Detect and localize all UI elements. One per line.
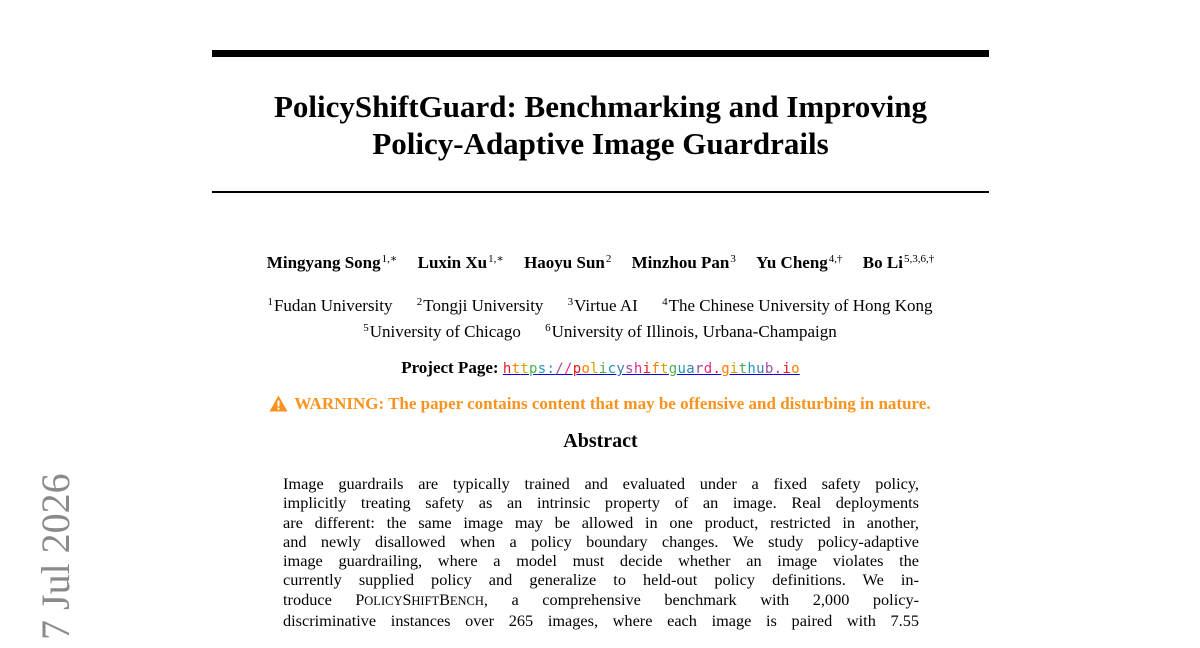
affiliation-3 [568, 291, 638, 317]
title-bottom-rule [212, 191, 989, 193]
affiliation-name: Virtue AI [574, 296, 638, 315]
affiliation-number: 4 [662, 296, 668, 308]
affiliation-1 [267, 291, 392, 317]
author-6 [863, 247, 934, 275]
author-list [212, 247, 989, 275]
affiliation-2 [417, 291, 544, 317]
affiliation-name: Fudan University [273, 296, 393, 315]
affiliation-list [150, 291, 1050, 343]
benchmark-name: POLICYSHIFTBENCH [355, 591, 484, 609]
abstract-body [283, 474, 919, 630]
author-name: Haoyu Sun [524, 253, 605, 272]
author-superscript: 1,∗ [381, 253, 398, 265]
affiliation-4 [662, 291, 932, 317]
content-warning [150, 392, 1050, 419]
author-superscript: 2 [605, 253, 612, 265]
abstract-line: Image guardrails are typically trained and evaluated under a fixed safety policy, [283, 474, 919, 493]
abstract-text: troduce [283, 589, 356, 609]
author-superscript: 4,† [828, 253, 843, 265]
title-line-2: Policy-Adaptive Image Guardrails [372, 126, 829, 161]
author-name: Bo Li [862, 253, 903, 272]
abstract-line: and newly disallowed when a policy boundary changes. We study policy-adaptive [283, 531, 919, 551]
author-4 [632, 247, 736, 275]
paper-title [212, 88, 989, 162]
affiliation-name: Tongji University [423, 296, 544, 315]
warning-triangle-icon [269, 395, 288, 419]
author-3 [524, 247, 611, 275]
arxiv-date-stamp: 7 Jul 2026 [33, 473, 78, 640]
author-superscript: 5,3,6,† [903, 253, 935, 265]
author-name: Minzhou Pan [631, 253, 730, 272]
project-page [212, 356, 989, 381]
author-superscript: 1,∗ [488, 253, 504, 265]
affiliation-number: 2 [416, 296, 423, 308]
affiliation-name: The Chinese University of Hong Kong [668, 296, 933, 315]
affiliation-6 [545, 317, 837, 343]
affiliation-number: 6 [545, 322, 551, 334]
author-name: Yu Cheng [756, 253, 828, 272]
abstract-line [283, 590, 919, 611]
affiliation-line-1 [150, 291, 1050, 317]
abstract-line: are different: the same image may be allowed in one product, restricted in another, [283, 512, 919, 532]
abstract-line: implicitly treating safety as an intrinsic property of an image. Real deployments [283, 493, 919, 513]
affiliation-number: 1 [267, 296, 273, 308]
affiliation-number: 5 [363, 322, 369, 334]
author-5 [756, 247, 842, 275]
affiliation-name: University of Chicago [369, 322, 521, 341]
author-name: Luxin Xu [417, 253, 488, 272]
abstract-line: discriminative instances over 265 images, where each image is paired with 7.55 [283, 611, 919, 631]
project-page-link[interactable]: https://policyshiftguard.github.io [502, 361, 800, 377]
author-1 [267, 247, 398, 275]
author-superscript: 3 [730, 253, 736, 265]
author-name: Mingyang Song [266, 253, 381, 272]
abstract-heading: Abstract [563, 430, 638, 452]
title-line-1: PolicyShiftGuard: Benchmarking and Improving [273, 89, 928, 124]
title-top-rule [212, 50, 989, 57]
abstract-line: currently supplied policy and generalize to held-out policy definitions. We in- [283, 570, 919, 590]
affiliation-line-2 [150, 317, 1050, 343]
project-page-label: Project Page: [401, 358, 499, 377]
affiliation-number: 3 [567, 296, 574, 308]
warning-text: WARNING: The paper contains content that may be offensive and disturbing in nature. [294, 394, 931, 413]
affiliation-name: University of Illinois, Urbana-Champaign [551, 322, 837, 341]
author-2 [418, 247, 504, 275]
affiliation-5 [363, 317, 521, 343]
abstract-text: , a comprehensive benchmark with 2,000 policy- [483, 589, 920, 609]
abstract-line: image guardrailing, where a model must decide whether an image violates the [283, 551, 919, 571]
